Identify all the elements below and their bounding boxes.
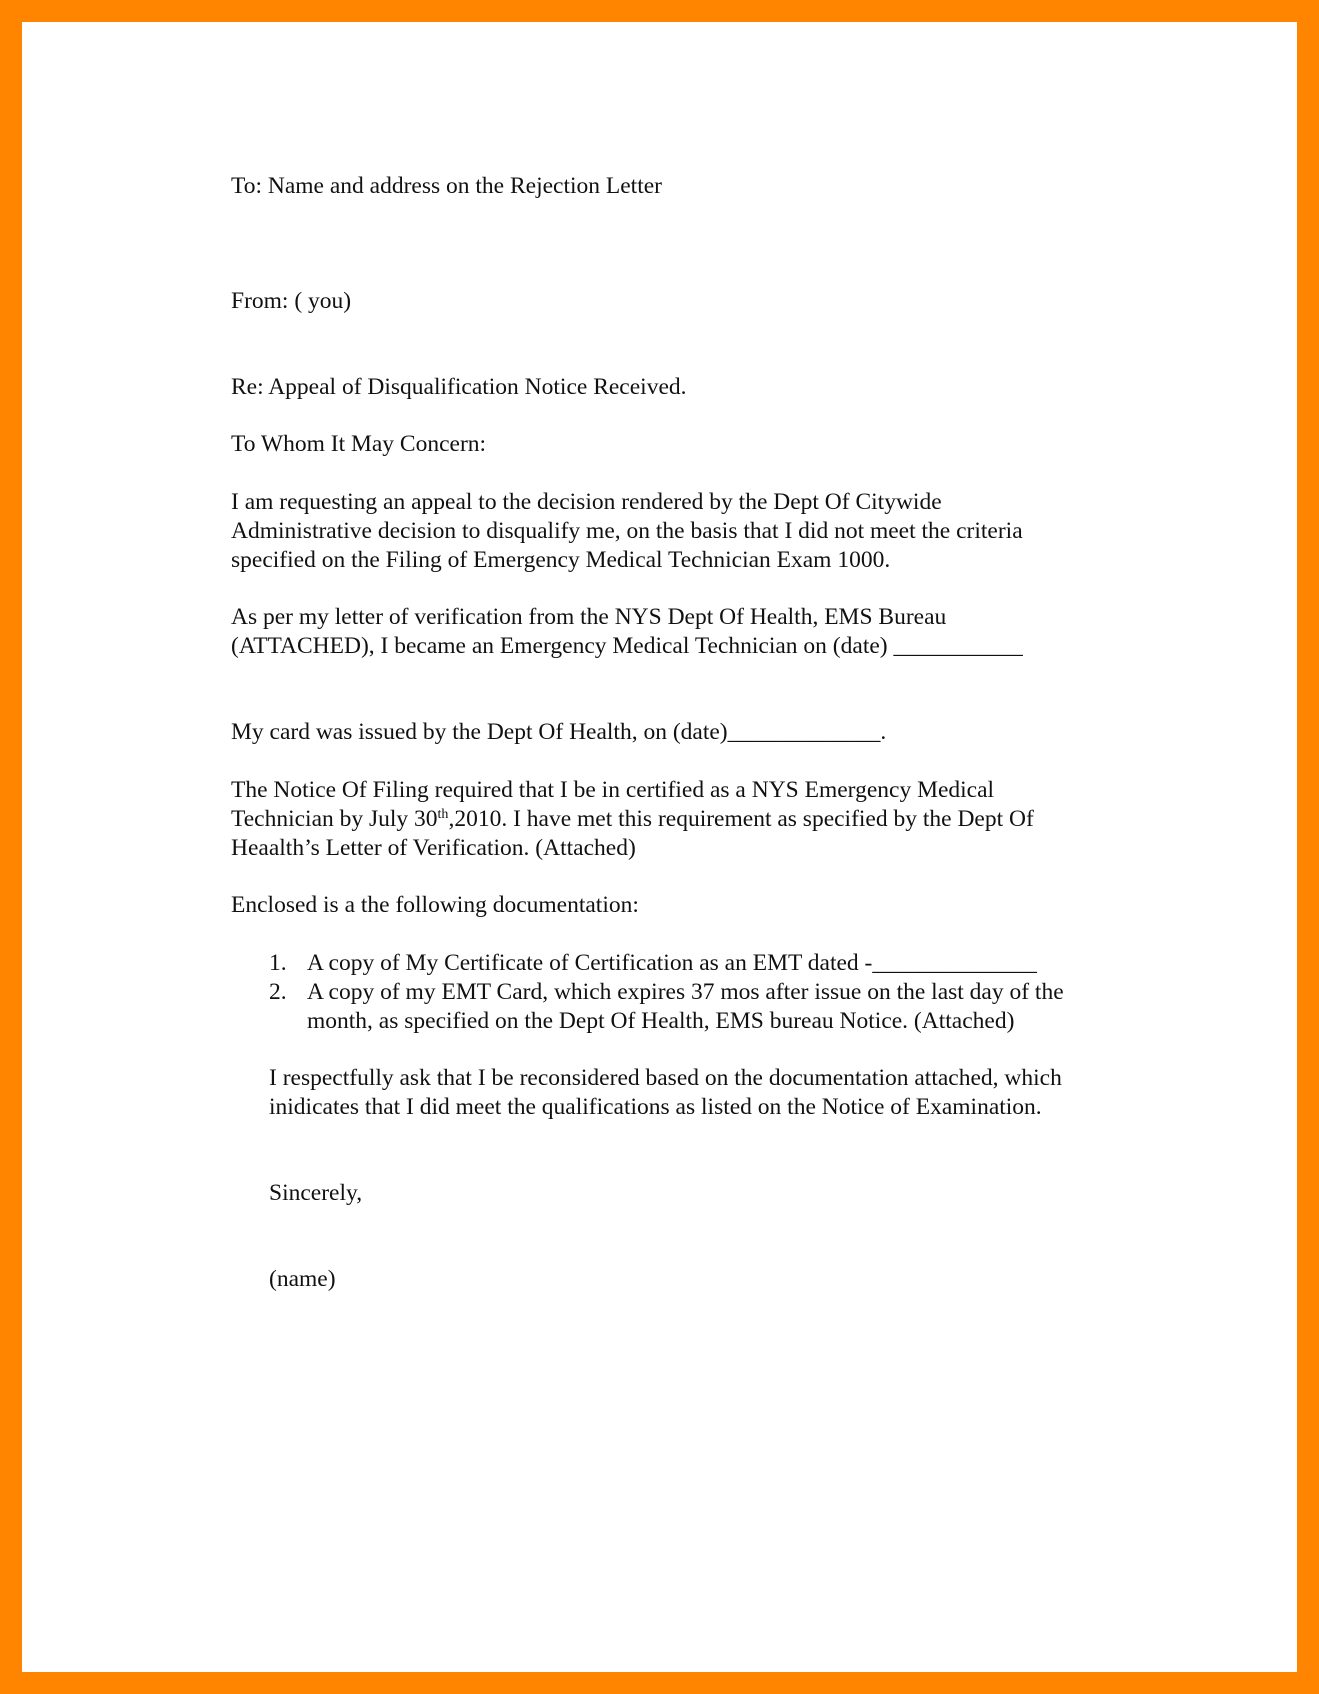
list-item-2-continuation: month, as specified on the Dept Of Health, EMS bureau Notice. (Attached) [307,1008,1015,1034]
closing-paragraph-line-1: I respectfully ask that I be reconsidered based on the documentation attached, which [269,1065,1062,1091]
to-line: To: Name and address on the Rejection Letter [231,173,662,199]
paragraph-4-line-2-end: ,2010. I have met this requirement as specified by the Dept Of [448,806,1034,832]
paragraph-1-line-1: I am requesting an appeal to the decision rendered by the Dept Of Citywide [231,489,942,515]
paragraph-2-line-1: As per my letter of verification from the NYS Dept Of Health, EMS Bureau [231,604,947,630]
salutation: To Whom It May Concern: [231,431,487,457]
paragraph-4-line-2 [231,805,1034,834]
paragraph-4-line-2-start: Technician by July 30 [231,806,438,832]
paragraph-1-line-2: Administrative decision to disqualify me, on the basis that I did not meet the criteria [231,518,1023,544]
list-item-2 [269,978,1064,1007]
subject-line: Re: Appeal of Disqualification Notice Received. [231,374,687,400]
paragraph-4-line-3: Heaalth’s Letter of Verification. (Attached) [231,835,636,861]
signoff: Sincerely, [269,1180,363,1206]
ordinal-suffix: th [437,807,449,822]
list-number: 1. [269,950,287,976]
list-number: 2. [269,979,287,1005]
paragraph-2-line-2: (ATTACHED), I became an Emergency Medical Technician on (date) ___________ [231,633,1023,659]
list-item-1 [269,949,1037,978]
paragraph-1-line-3: specified on the Filing of Emergency Medical Technician Exam 1000. [231,547,891,573]
signature-name: (name) [269,1266,336,1292]
list-text: A copy of my EMT Card, which expires 37 mos after issue on the last day of the [307,979,1064,1005]
paragraph-3: My card was issued by the Dept Of Health, on (date)_____________. [231,719,887,745]
enclosed-heading: Enclosed is a the following documentation: [231,892,639,918]
list-text: A copy of My Certificate of Certification as an EMT dated -______________ [307,950,1037,976]
closing-paragraph-line-2: inidicates that I did meet the qualifications as listed on the Notice of Examination. [269,1094,1042,1120]
letter-page [22,22,1297,1672]
paragraph-4-line-1: The Notice Of Filing required that I be in certified as a NYS Emergency Medical [231,777,995,803]
from-line: From: ( you) [231,288,352,314]
